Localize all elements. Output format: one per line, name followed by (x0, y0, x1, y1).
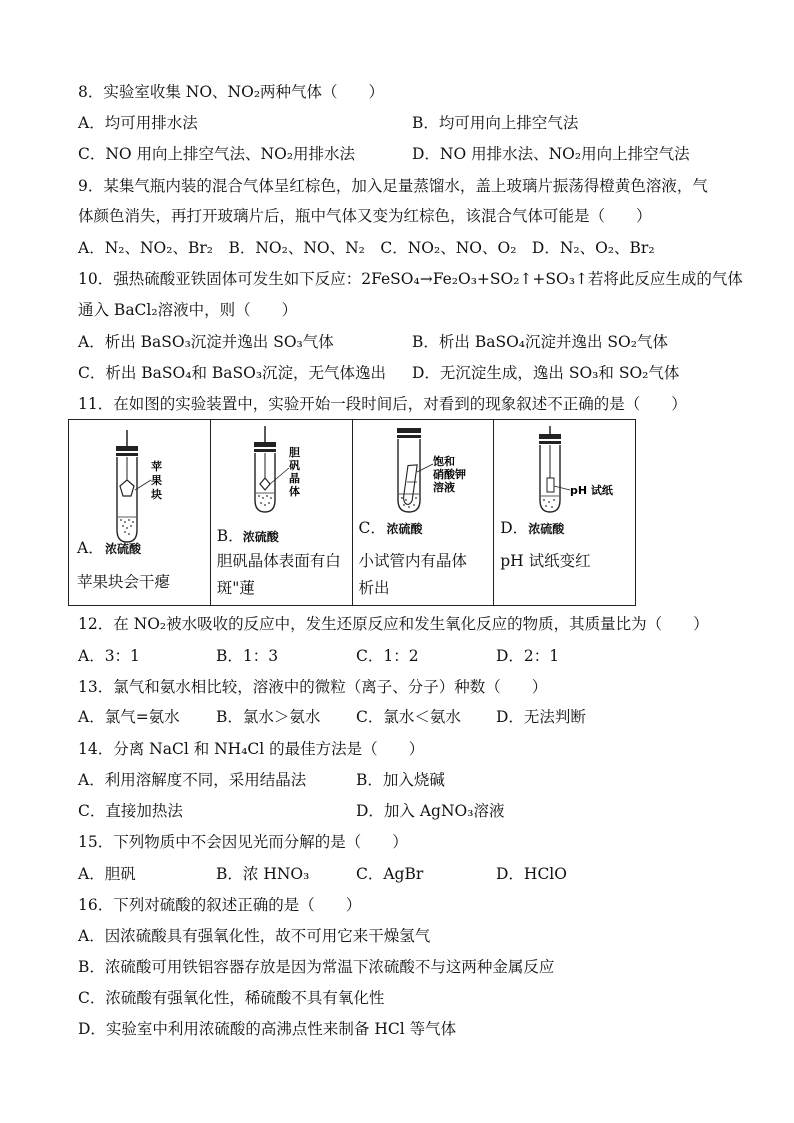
q10-option-a: A．析出 BaSO₃沉淀并逸出 SO₃气体 (78, 333, 334, 351)
label-vitriol-4: 体 (288, 485, 300, 498)
q12-option-b: B．1：3 (216, 647, 279, 665)
q10-stem-line2: 通入 BaCl₂溶液中，则（ ） (78, 301, 298, 319)
q11-d-acid-label: 浓硫酸 (528, 522, 565, 536)
q13-option-b: B．氯水＞氨水 (216, 708, 321, 726)
q11-stem: 11．在如图的实验装置中，实验开始一段时间后，对看到的现象叙述不正确的是（ ） (78, 395, 687, 413)
q11-cell-a (69, 420, 211, 605)
q13-stem: 13．氯气和氨水相比较，溶液中的微粒（离子、分子）种数（ ） (78, 678, 548, 696)
q16-stem: 16．下列对硫酸的叙述正确的是（ ） (78, 896, 362, 914)
q11-b-caption-line1: 胆矾晶体表面有白 (216, 552, 341, 570)
q10-option-c: C．析出 BaSO₄和 BaSO₃沉淀，无气体逸出 (78, 364, 387, 382)
q16-option-a: A．因浓硫酸具有强氧化性，故不可用它来干燥氢气 (78, 927, 431, 945)
q9-stem-line2: 体颜色消失，再打开玻璃片后，瓶中气体又变为红棕色，该混合气体可能是（ ） (78, 207, 652, 225)
test-tube-ph-paper-diagram (494, 420, 636, 607)
label-apple-1: 苹 (151, 460, 162, 473)
q11-c-letter: C． (358, 519, 386, 537)
q14-stem: 14．分离 NaCl 和 NH₄Cl 的最佳方法是（ ） (78, 740, 425, 758)
q10-option-b: B．析出 BaSO₄沉淀并逸出 SO₂气体 (412, 333, 668, 351)
q11-a-letter: A． (77, 539, 104, 557)
q16-option-d: D．实验室中利用浓硫酸的高沸点性来制备 HCl 等气体 (78, 1020, 457, 1038)
q8-option-a: A．均可用排水法 (78, 114, 198, 132)
q12-option-d: D．2：1 (496, 647, 560, 665)
q11-a-caption: 苹果块会干瘪 (77, 573, 171, 591)
q15-option-b: B．浓 HNO₃ (216, 865, 310, 883)
q8-option-c: C．NO 用向上排空气法、NO₂用排水法 (78, 145, 356, 163)
label-ph-paper: pH 试纸 (570, 484, 614, 497)
q11-c-caption-line1: 小试管内有晶体 (358, 552, 468, 570)
q11-cell-b (211, 420, 353, 605)
q9-options: A．N₂、NO₂、Br₂ B．NO₂、NO、N₂ C．NO₂、NO、O₂ D．N₂、O₂、Br₂ (78, 239, 655, 257)
q11-a-acid-label: 浓硫酸 (105, 542, 142, 556)
q16-option-b: B．浓硫酸可用铁铝容器存放是因为常温下浓硫酸不与这两种金属反应 (78, 958, 555, 976)
q14-option-c: C．直接加热法 (78, 802, 183, 820)
q11-apparatus-table (68, 419, 636, 606)
q11-c-caption-line2: 析出 (358, 579, 390, 597)
q10-option-d: D．无沉淀生成，逸出 SO₃和 SO₂气体 (412, 364, 680, 382)
q14-option-a: A．利用溶解度不同，采用结晶法 (78, 771, 307, 789)
label-apple-3: 块 (151, 488, 162, 501)
q15-option-d: D．HClO (496, 865, 567, 883)
q13-option-d: D．无法判断 (496, 708, 586, 726)
label-vitriol-3: 晶 (288, 472, 300, 485)
q11-d-caption: pH 试纸变红 (500, 552, 591, 570)
q11-b-acid-label: 浓硫酸 (242, 530, 279, 544)
q13-option-c: C．氯水＜氨水 (356, 708, 461, 726)
q13-option-a: A．氯气=氨水 (78, 708, 180, 726)
label-apple-2: 果 (151, 474, 162, 487)
label-kno3-1: 饱和 (432, 455, 455, 468)
label-kno3-2: 硝酸钾 (432, 468, 466, 481)
q8-option-b: B．均可用向上排空气法 (412, 114, 579, 132)
q14-option-b: B．加入烧碱 (356, 771, 445, 789)
q11-cell-d (494, 420, 635, 605)
q16-option-c: C．浓硫酸有强氧化性，稀硫酸不具有氧化性 (78, 989, 385, 1007)
q14-option-d: D．加入 AgNO₃溶液 (356, 802, 505, 820)
q12-option-c: C．1：2 (356, 647, 419, 665)
q11-b-letter: B． (216, 527, 244, 545)
q11-c-acid-label: 浓硫酸 (386, 522, 423, 536)
q11-b-caption-line2: 斑"蓮 (216, 579, 255, 597)
q15-option-c: C．AgBr (356, 865, 424, 883)
q15-option-a: A．胆矾 (78, 865, 136, 883)
q8-stem: 8．实验室收集 NO、NO₂两种气体（ ） (78, 83, 385, 101)
q15-stem: 15．下列物质中不会因见光而分解的是（ ） (78, 833, 408, 851)
label-vitriol-2: 矾 (288, 459, 300, 472)
q12-stem: 12．在 NO₂被水吸收的反应中，发生还原反应和发生氧化反应的物质，其质量比为（ ） (78, 615, 709, 633)
q8-option-d: D．NO 用排水法、NO₂用向上排空气法 (412, 145, 690, 163)
label-kno3-3: 溶液 (432, 481, 455, 494)
q11-cell-c (353, 420, 495, 605)
q11-d-letter: D． (500, 519, 529, 537)
q12-option-a: A．3：1 (78, 647, 140, 665)
q9-stem-line1: 9．某集气瓶内装的混合气体呈红棕色，加入足量蒸馏水，盖上玻璃片振荡得橙黄色溶液，气 (78, 177, 708, 195)
label-vitriol-1: 胆 (288, 446, 300, 459)
q10-stem-line1: 10．强热硫酸亚铁固体可发生如下反应：2FeSO₄→Fe₂O₃+SO₂↑+SO₃↑若将此反应生成的气体 (78, 270, 743, 288)
